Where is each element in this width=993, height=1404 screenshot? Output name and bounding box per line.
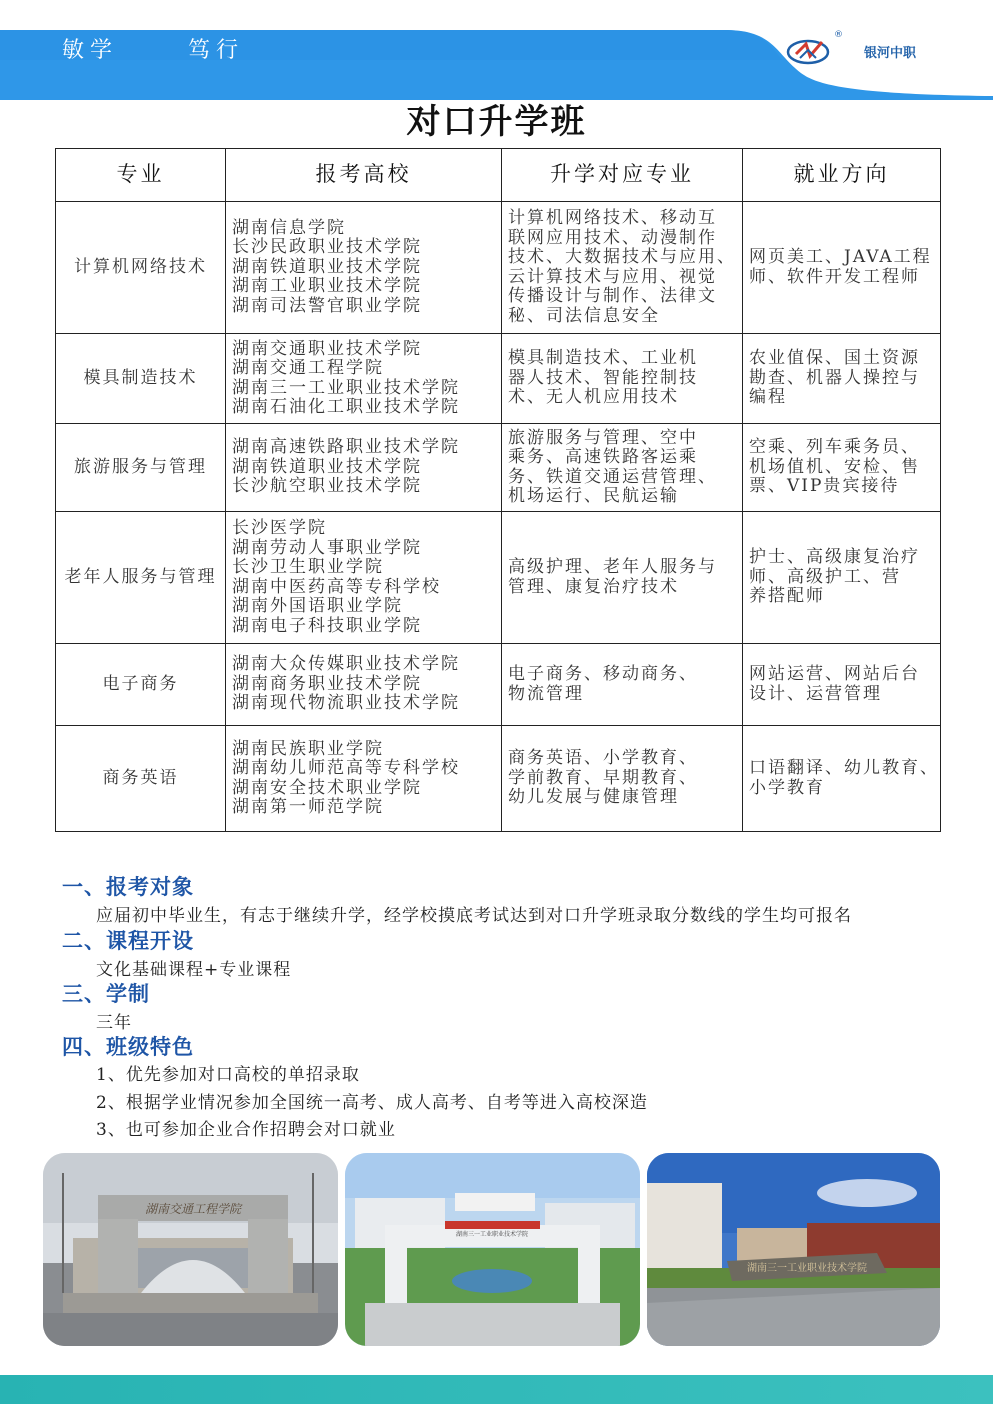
school-logo-icon bbox=[786, 36, 832, 66]
further-major-line: 高级护理、老年人服务与 bbox=[508, 557, 717, 577]
campus-gate-photo bbox=[43, 1153, 338, 1346]
career-line: 网站运营、网站后台 bbox=[749, 664, 920, 684]
further-major-line: 模具制造技术、工业机 bbox=[508, 348, 698, 369]
column-header-careers: 就业方向 bbox=[743, 149, 941, 202]
further-major-cell bbox=[502, 512, 743, 644]
school-name: 长沙民政职业技术学院 bbox=[232, 237, 422, 258]
career-line: 勘查、机器人操控与 bbox=[749, 367, 920, 388]
career-line: 师、软件开发工程师 bbox=[749, 266, 920, 287]
career-cell bbox=[743, 424, 941, 512]
career-cell bbox=[743, 644, 941, 726]
further-major-line: 学前教育、早期教育、 bbox=[508, 767, 698, 788]
major-cell: 模具制造技术 bbox=[56, 334, 226, 424]
registered-mark: ® bbox=[834, 30, 843, 40]
school-cell bbox=[226, 334, 502, 424]
school-name: 湖南第一师范学院 bbox=[232, 797, 384, 817]
school-cell bbox=[226, 644, 502, 726]
career-line: 养搭配师 bbox=[749, 586, 825, 607]
career-cell bbox=[743, 512, 941, 644]
further-major-line: 器人技术、智能控制技 bbox=[508, 367, 698, 388]
page-title: 对口升学班 bbox=[406, 102, 587, 142]
school-name: 湖南石油化工职业技术学院 bbox=[232, 397, 460, 417]
section-text-courses: 文化基础课程+专业课程 bbox=[96, 960, 292, 980]
major-cell: 电子商务 bbox=[56, 644, 226, 726]
school-name: 长沙卫生职业学院 bbox=[232, 557, 384, 577]
further-major-line: 传播设计与制作、法律文 bbox=[508, 286, 717, 306]
footer-band bbox=[0, 1375, 993, 1404]
school-name: 长沙医学院 bbox=[232, 518, 327, 538]
school-name: 长沙航空职业技术学院 bbox=[232, 476, 422, 497]
school-name: 湖南民族职业学院 bbox=[232, 738, 384, 759]
school-name: 湖南现代物流职业技术学院 bbox=[232, 693, 460, 714]
school-name: 湖南劳动人事职业学院 bbox=[232, 537, 422, 558]
career-line: 护士、高级康复治疗 bbox=[749, 547, 920, 568]
table-row bbox=[56, 334, 941, 424]
campus-aerial-photo bbox=[345, 1153, 640, 1346]
school-name: 湖南工业职业技术学院 bbox=[232, 276, 422, 297]
stone-sign-text: 湖南三一工业职业技术学院 bbox=[747, 1263, 867, 1274]
school-cell bbox=[226, 512, 502, 644]
further-major-line: 机场运行、民航运输 bbox=[508, 486, 679, 506]
career-cell bbox=[743, 334, 941, 424]
slogan-word: 笃行 bbox=[188, 38, 245, 63]
table-row bbox=[56, 424, 941, 512]
school-logo-text: 银河中职 bbox=[864, 46, 917, 61]
table-row bbox=[56, 512, 941, 644]
section-heading-applicants: 一、报考对象 bbox=[62, 874, 194, 899]
column-header-schools: 报考高校 bbox=[226, 149, 502, 202]
further-major-line: 技术、大数据技术与应用、 bbox=[508, 247, 736, 267]
further-major-line: 联网应用技术、动漫制作 bbox=[508, 227, 717, 248]
school-name: 湖南大众传媒职业技术学院 bbox=[232, 654, 460, 675]
career-line: 口语翻译、幼儿教育、 bbox=[749, 758, 939, 778]
school-name: 湖南铁道职业技术学院 bbox=[232, 456, 422, 477]
career-cell bbox=[743, 726, 941, 832]
school-name: 湖南司法警官职业学院 bbox=[232, 295, 422, 316]
career-line: 农业值保、国土资源 bbox=[749, 348, 920, 369]
programs-table bbox=[55, 148, 941, 832]
school-name: 湖南幼儿师范高等专科学校 bbox=[232, 758, 460, 778]
career-line: 机场值机、安检、售 bbox=[749, 456, 920, 477]
further-major-line: 管理、康复治疗技术 bbox=[508, 576, 679, 597]
career-line: 编程 bbox=[749, 387, 787, 408]
further-major-line: 物流管理 bbox=[508, 683, 584, 704]
further-major-line: 旅游服务与管理、空中 bbox=[508, 427, 698, 448]
school-name: 湖南高速铁路职业技术学院 bbox=[232, 437, 460, 458]
slogan-word: 敏学 bbox=[62, 38, 119, 63]
section-text-applicants: 应届初中毕业生，有志于继续升学，经学校摸底考试达到对口升学班录取分数线的学生均可报名 bbox=[96, 906, 852, 926]
section-heading-duration: 三、学制 bbox=[62, 981, 150, 1006]
school-name: 湖南铁道职业技术学院 bbox=[232, 256, 422, 277]
school-name: 湖南信息学院 bbox=[232, 217, 346, 238]
table-body bbox=[56, 202, 941, 832]
further-major-line: 务、铁道交通运营管理、 bbox=[508, 466, 717, 487]
school-name: 湖南交通工程学院 bbox=[232, 358, 384, 378]
school-name: 湖南中医药高等专科学校 bbox=[232, 576, 441, 597]
table-row bbox=[56, 202, 941, 334]
feature-item: 3、也可参加企业合作招聘会对口就业 bbox=[96, 1120, 396, 1140]
further-major-line: 计算机网络技术、移动互 bbox=[508, 208, 717, 228]
school-cell bbox=[226, 202, 502, 334]
further-major-line: 商务英语、小学教育、 bbox=[508, 748, 698, 769]
campus-sign-text: 湖南三一工业职业技术学院 bbox=[455, 1231, 529, 1238]
gate-sign-text: 湖南交通工程学院 bbox=[144, 1202, 242, 1216]
career-line: 设计、运营管理 bbox=[749, 683, 882, 704]
major-cell: 商务英语 bbox=[56, 726, 226, 832]
further-major-line: 电子商务、移动商务、 bbox=[508, 664, 698, 684]
further-major-cell bbox=[502, 424, 743, 512]
school-name: 湖南三一工业职业技术学院 bbox=[232, 377, 460, 398]
further-major-line: 术、无人机应用技术 bbox=[508, 387, 679, 408]
header-wave-shape bbox=[0, 30, 993, 100]
career-line: 师、高级护工、营 bbox=[749, 566, 901, 587]
further-major-cell bbox=[502, 644, 743, 726]
campus-stone-sign-photo bbox=[647, 1153, 940, 1346]
table-row bbox=[56, 644, 941, 726]
further-major-line: 秘、司法信息安全 bbox=[508, 305, 660, 326]
section-heading-courses: 二、课程开设 bbox=[62, 928, 194, 953]
career-line: 小学教育 bbox=[749, 777, 825, 798]
further-major-line: 幼儿发展与健康管理 bbox=[508, 787, 679, 808]
column-header-major: 专业 bbox=[56, 149, 226, 202]
major-cell: 老年人服务与管理 bbox=[56, 512, 226, 644]
header-band bbox=[0, 30, 993, 100]
school-cell bbox=[226, 424, 502, 512]
further-major-cell bbox=[502, 726, 743, 832]
major-cell: 计算机网络技术 bbox=[56, 202, 226, 334]
feature-item: 2、根据学业情况参加全国统一高考、成人高考、自考等进入高校深造 bbox=[96, 1093, 648, 1113]
school-name: 湖南安全技术职业学院 bbox=[232, 777, 422, 798]
section-text-duration: 三年 bbox=[96, 1013, 132, 1033]
column-header-further-majors: 升学对应专业 bbox=[502, 149, 743, 202]
school-name: 湖南商务职业技术学院 bbox=[232, 673, 422, 694]
career-line: 空乘、列车乘务员、 bbox=[749, 437, 920, 458]
career-cell bbox=[743, 202, 941, 334]
school-name: 湖南交通职业技术学院 bbox=[232, 338, 422, 359]
career-line: 网页美工、JAVA工程 bbox=[749, 247, 932, 267]
section-heading-features: 四、班级特色 bbox=[62, 1034, 194, 1059]
career-line: 票、VIP贵宾接待 bbox=[749, 476, 900, 497]
further-major-line: 云计算技术与应用、视觉 bbox=[508, 266, 717, 287]
further-major-line: 乘务、高速铁路客运乘 bbox=[508, 447, 698, 467]
major-cell: 旅游服务与管理 bbox=[56, 424, 226, 512]
school-name: 湖南外国语职业学院 bbox=[232, 596, 403, 616]
school-name: 湖南电子科技职业学院 bbox=[232, 615, 422, 636]
table-row bbox=[56, 726, 941, 832]
further-major-cell bbox=[502, 202, 743, 334]
school-cell bbox=[226, 726, 502, 832]
table-header-row bbox=[56, 149, 941, 202]
feature-item: 1、优先参加对口高校的单招录取 bbox=[96, 1065, 360, 1085]
further-major-cell bbox=[502, 334, 743, 424]
